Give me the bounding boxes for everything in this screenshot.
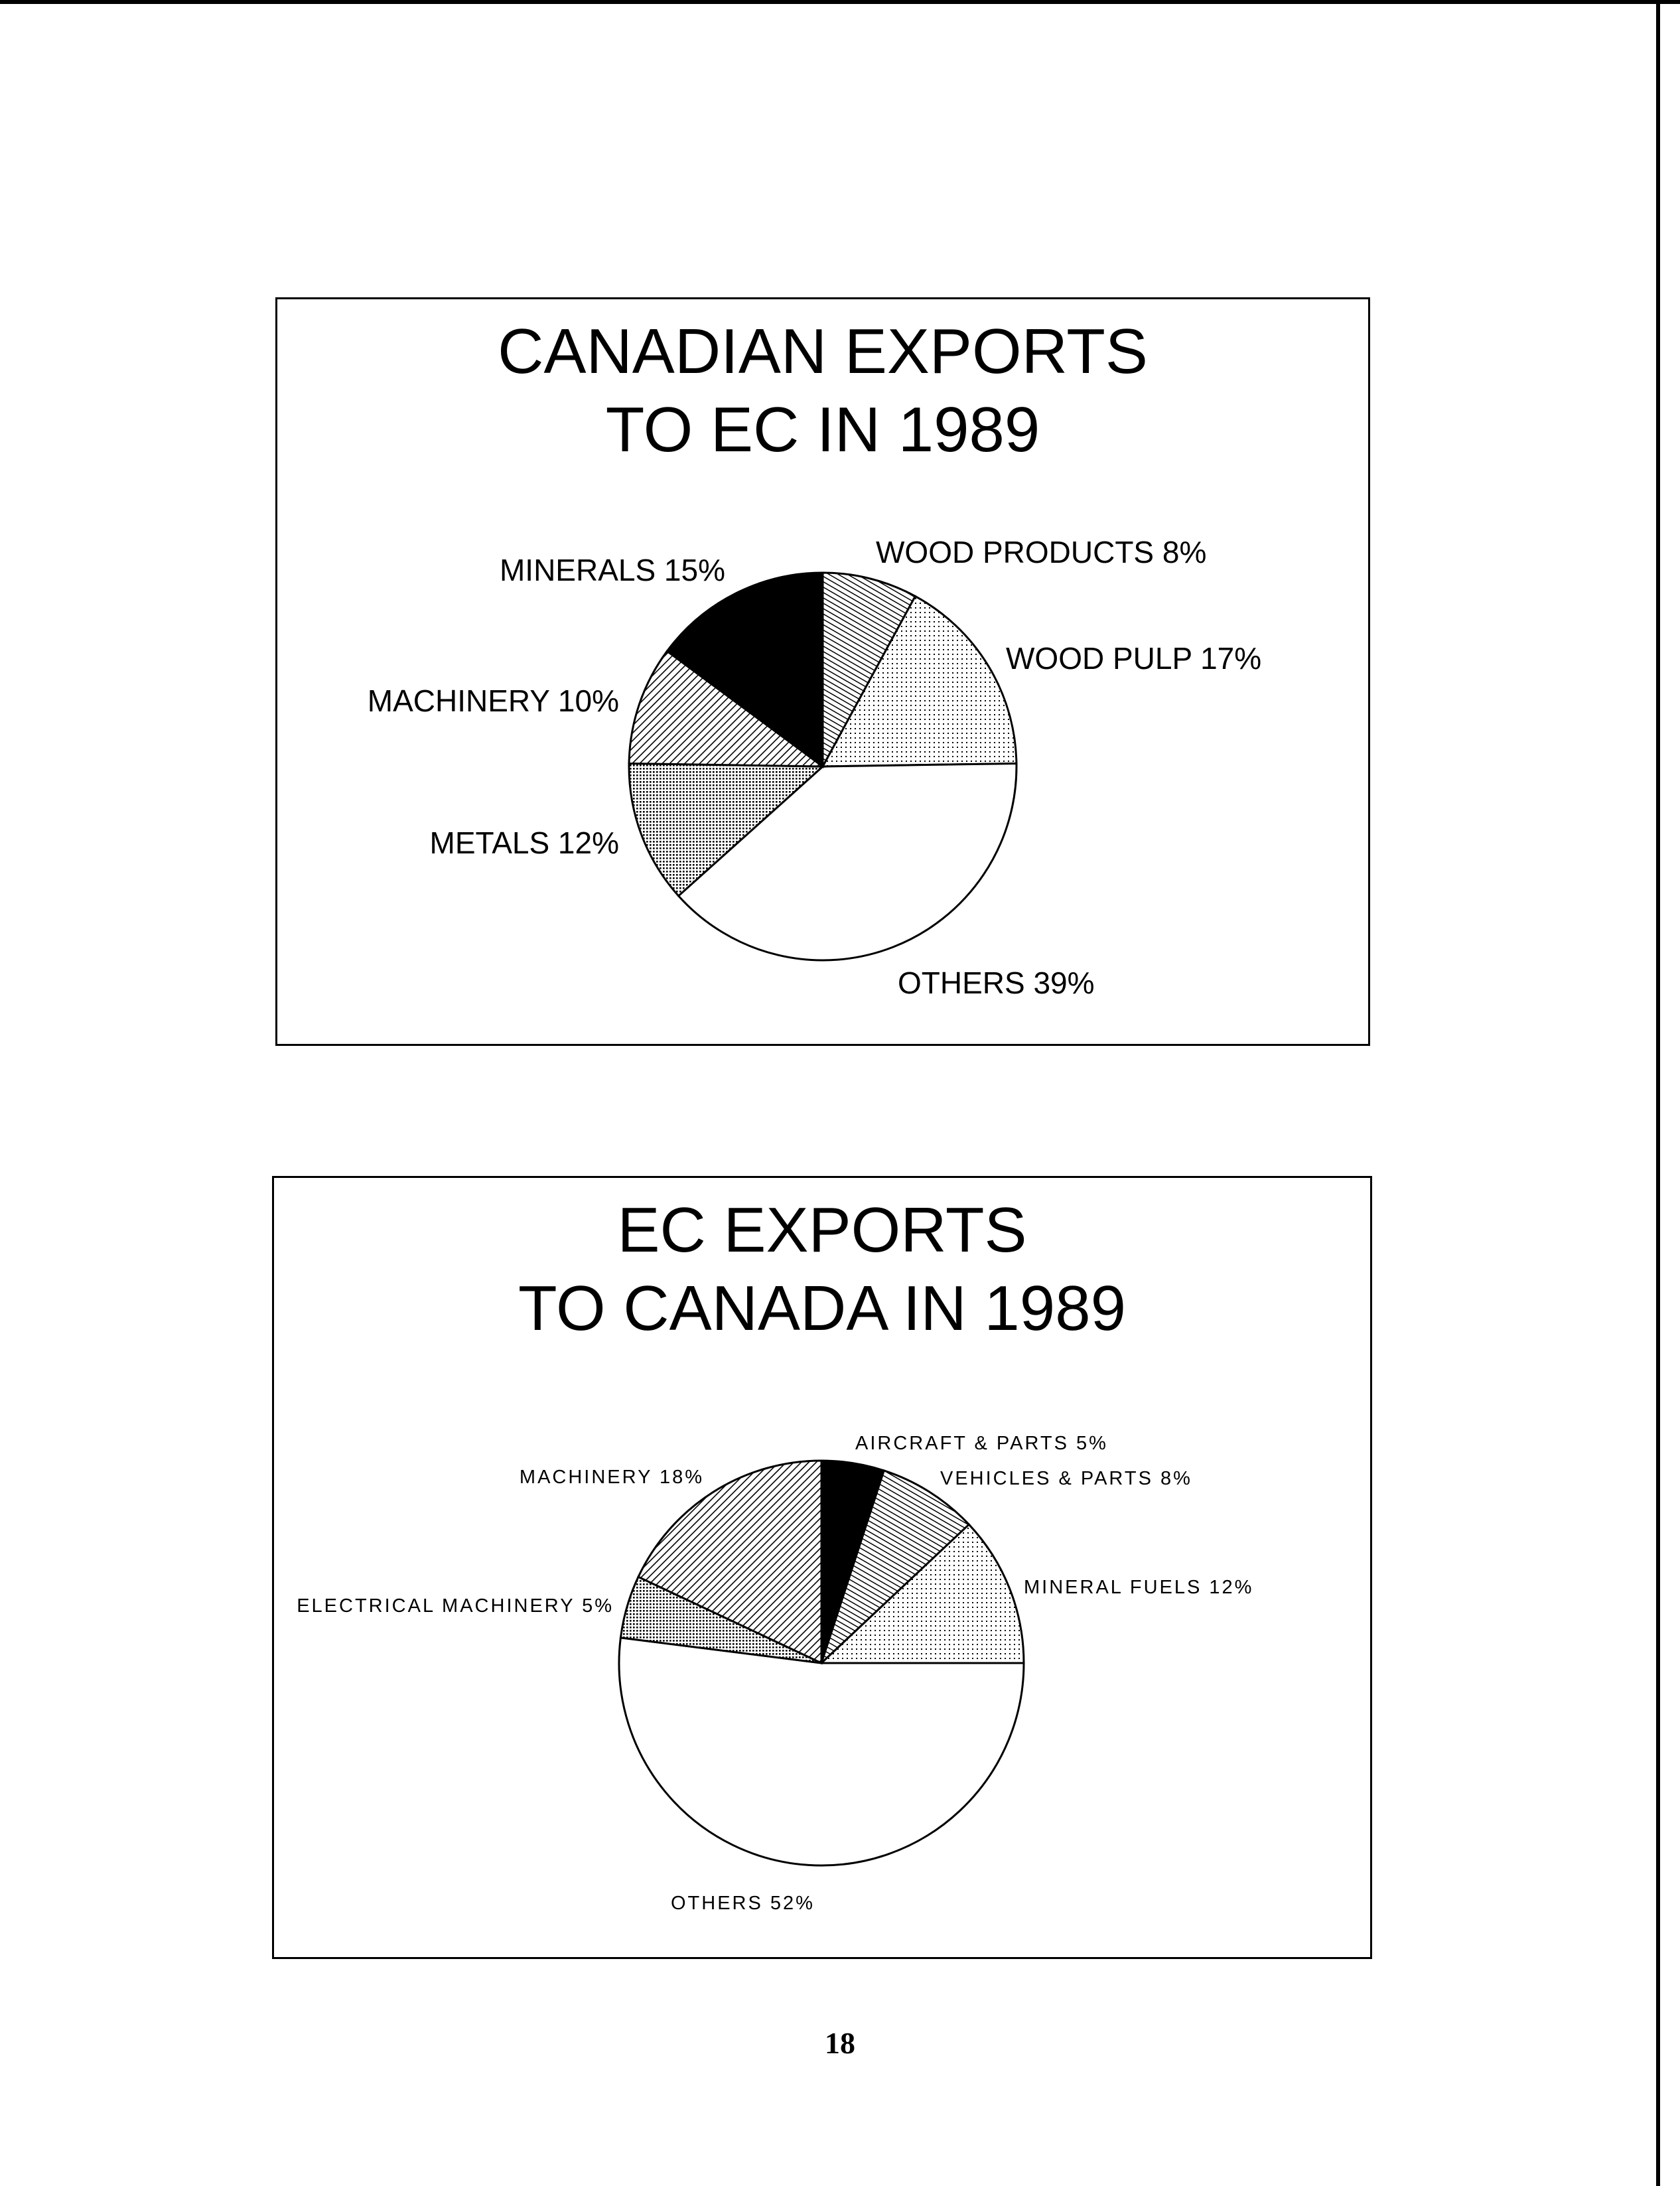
right-edge-rule: [1656, 0, 1660, 2186]
pie-slice-others: [619, 1638, 1024, 1865]
slice-label-machinery: MACHINERY 10%: [367, 684, 619, 718]
chart-title-line-1: EC EXPORTS: [617, 1195, 1027, 1266]
chart-title-line-2: TO CANADA IN 1989: [518, 1273, 1126, 1344]
slice-label-machinery: MACHINERY 18%: [519, 1467, 704, 1488]
slice-label-mineral-fuels: MINERAL FUELS 12%: [1024, 1577, 1254, 1598]
slice-label-aircraft-and-parts: AIRCRAFT & PARTS 5%: [855, 1433, 1108, 1454]
slice-label-others: OTHERS 39%: [898, 966, 1095, 1000]
chart-title-line-2: TO EC IN 1989: [605, 394, 1040, 465]
top-edge-rule: [0, 0, 1680, 4]
slice-label-electrical-machinery: ELECTRICAL MACHINERY 5%: [297, 1595, 614, 1617]
slice-label-wood-pulp: WOOD PULP 17%: [1006, 641, 1262, 676]
slice-label-wood-products: WOOD PRODUCTS 8%: [876, 535, 1207, 569]
slice-label-minerals: MINERALS 15%: [499, 553, 725, 587]
chart-panel-ec-exports: [272, 1176, 1372, 1959]
pie-chart-ec-exports: [274, 1178, 1374, 1961]
chart-title-line-1: CANADIAN EXPORTS: [498, 316, 1148, 387]
slice-label-vehicles-and-parts: VEHICLES & PARTS 8%: [940, 1468, 1192, 1489]
chart-panel-canadian-exports: [275, 297, 1370, 1046]
slice-label-metals: METALS 12%: [429, 826, 619, 860]
pie-chart-canadian-exports: [277, 299, 1372, 1048]
page-number: 18: [825, 2026, 855, 2060]
slice-label-others: OTHERS 52%: [671, 1893, 815, 1914]
